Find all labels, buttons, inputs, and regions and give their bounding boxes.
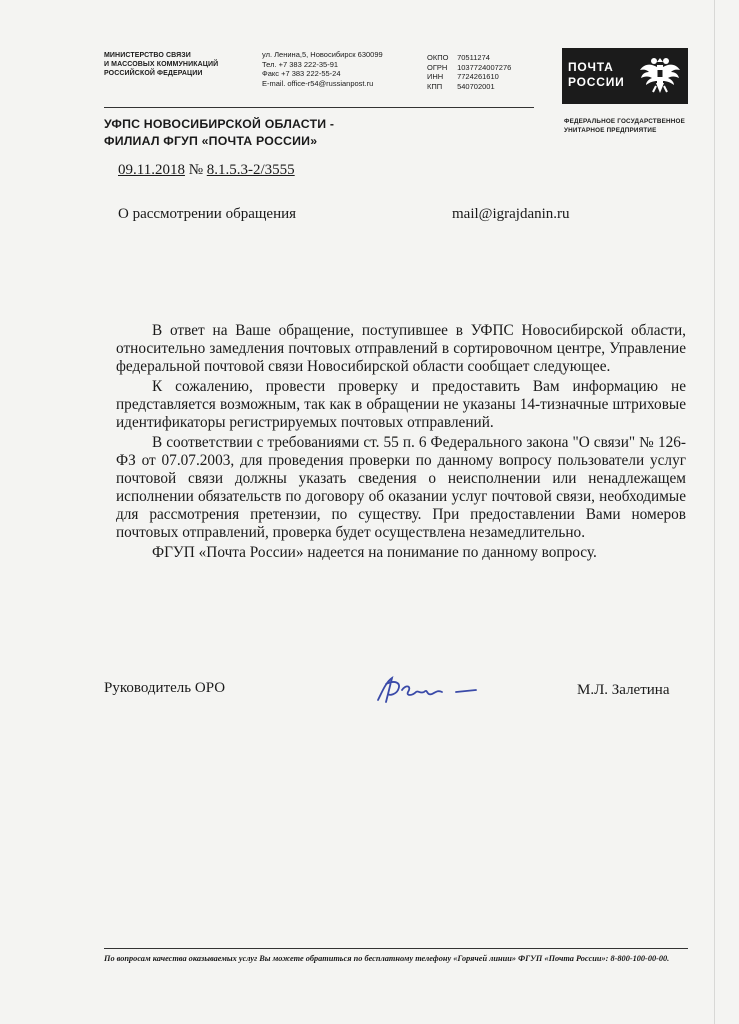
code-row: ОКПО 70511274 [427,53,490,62]
page-edge [714,0,715,1024]
code-row: ОГРН 1037724007276 [427,62,512,72]
signatory-title: Руководитель ОРО [104,680,226,696]
letter-date: 09.11.2018 [118,162,185,178]
contact-info [262,50,383,88]
letter-subject: О рассмотрении обращения [118,206,297,222]
hotline-note: По вопросам качества оказываемых услуг Вы можете обратиться по бесплатному телефону «Горячей линии» ФГУП «Почта России»: 8-800-100-00-00. [104,954,670,963]
handwritten-signature [372,670,502,710]
letter-body [116,322,686,564]
header-divider [104,107,534,108]
reference-line [118,162,295,179]
registration-codes [427,53,511,91]
letter-number: 8.1.5.3-2/3555 [206,162,295,178]
enterprise-type: ФЕДЕРАЛЬНОЕ ГОСУДАРСТВЕННОЕ УНИТАРНОЕ ПРЕДПРИЯТИЕ [564,118,685,134]
ministry-name: МИНИСТЕРСТВО СВЯЗИ И МАССОВЫХ КОММУНИКАЦИЙ РОССИЙСКОЙ ФЕДЕРАЦИИ [104,52,219,77]
number-sign: № [188,162,204,178]
body-paragraph: В ответ на Ваше обращение, поступившее в УФПС Новосибирской области, относительно замедления почтовых отправлений в сортировочном центре, Управление федеральной почтовой связи Новосибирской области сообщает следующее. [116,322,686,375]
fax: Факс +7 383 222-55-24 [262,69,341,78]
body-paragraph: К сожалению, провести проверку и предоставить Вам информацию не представляется возможным, так как в обращении не указаны 14-тизначные штриховые идентификаторы регистрируемых почтовых отправлений. [116,378,686,431]
eagle-emblem-icon [636,52,684,100]
recipient-email: mail@igrajdanin.ru [452,206,570,222]
code-row: КПП 540702001 [427,81,495,91]
signatory-name: М.Л. Залетина [577,682,670,698]
address: ул. Ленина,5, Новосибирск 630099 [262,50,383,59]
body-paragraph: В соответствии с требованиями ст. 55 п. 6 Федерального закона "О связи" № 126-ФЗ от 07.07.2003, для проведения проверки по данному вопросу пользователи услуг почтовой связи должны указать сведения о неисполнении или ненадлежащем исполнении обязательств по договору об оказании услуг почтовой связи, необходимые для рассмотрения претензии, по существу. При предоставлении Вами номеров почтовых отправлений, проверка будет осуществлена незамедлительно. [116,434,686,541]
footer-divider [104,948,688,949]
organization-name: УФПС НОВОСИБИРСКОЙ ОБЛАСТИ - ФИЛИАЛ ФГУП «ПОЧТА РОССИИ» [104,117,335,148]
russian-post-logo: ПОЧТА РОССИИ [562,48,688,104]
phone: Тел. +7 383 222-35-91 [262,59,339,69]
body-paragraph: ФГУП «Почта России» надеется на понимание по данному вопросу. [152,544,597,561]
code-row: ИНН 7724261610 [427,72,499,81]
email-contact: E-mail. office-r54@russianpost.ru [262,78,374,88]
